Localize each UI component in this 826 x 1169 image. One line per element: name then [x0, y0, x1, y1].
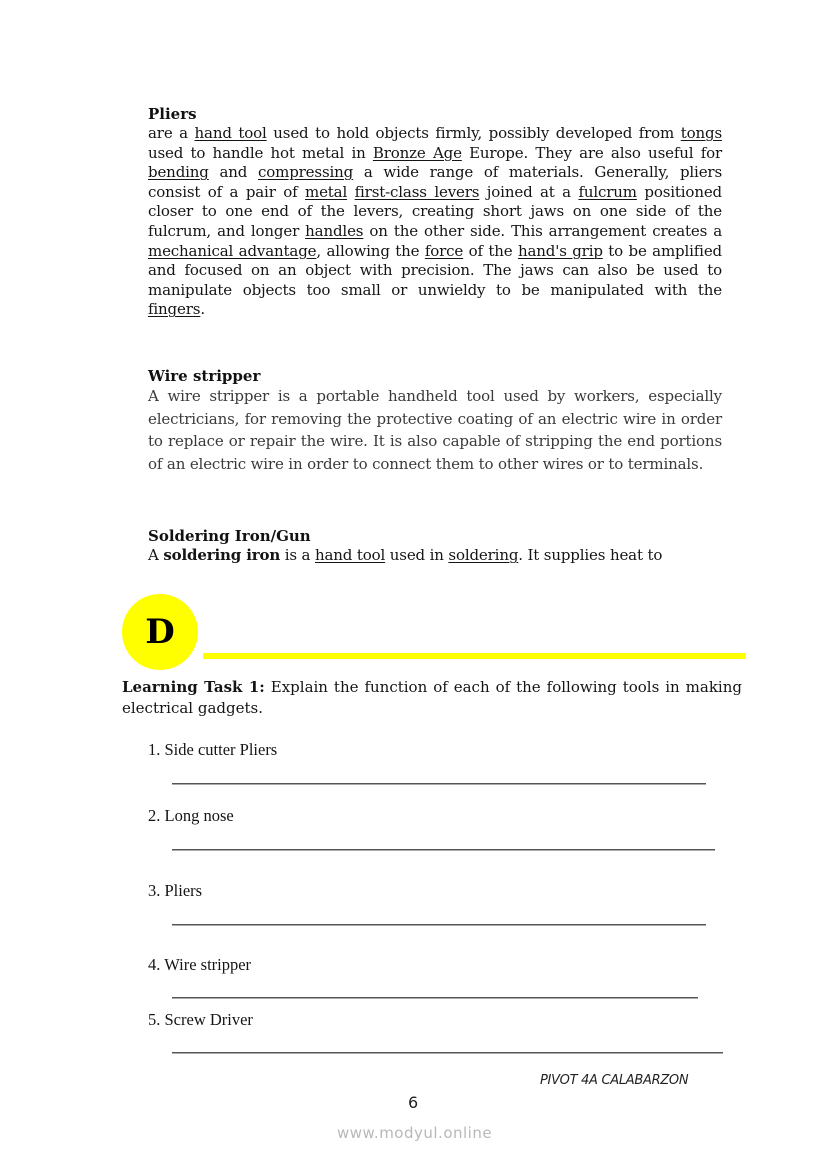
task-item-2: 2. Long nose [148, 806, 234, 825]
underlined-term[interactable]: handles [305, 221, 364, 240]
text-run: used in [385, 546, 449, 564]
underlined-term[interactable]: Bronze Age [372, 143, 462, 162]
wire-stripper-heading: Wire stripper [148, 367, 261, 385]
learning-task-label: Learning Task 1: [122, 678, 265, 696]
text-run: on the other side. This arrangement creates a [363, 221, 722, 240]
answer-line-5[interactable] [172, 1052, 723, 1054]
text-run: and [208, 163, 258, 182]
part-d-divider [203, 653, 746, 659]
text-run [347, 183, 355, 201]
text-run: . It supplies heat to [518, 546, 663, 564]
underlined-term[interactable]: mechanical advantage [148, 241, 317, 260]
footer-brand: PIVOT 4A CALABARZON [540, 1073, 689, 1088]
underlined-term[interactable]: metal [305, 182, 348, 201]
bold-term: soldering iron [163, 546, 281, 564]
wire-stripper-description: A wire stripper is a portable handheld tool used by workers, especially electricians, for removing the protective coating of an electric wire in order to replace or repair the wire. It is also capable of stripping the end portions of an electric wire in order to connect them to other wires or to terminals. [148, 387, 722, 473]
text-run: , allowing the [316, 241, 425, 260]
underlined-term[interactable]: fingers [148, 300, 201, 319]
soldering-heading: Soldering Iron/Gun [148, 527, 311, 545]
underlined-term[interactable]: hand tool [314, 546, 386, 564]
text-run: positioned closer to one end of the levers, creating short jaws on one side of the fulcrum, and longer [148, 182, 723, 240]
page-number: 6 [408, 1093, 419, 1112]
underlined-term[interactable]: first-class levers [354, 182, 480, 201]
underlined-term[interactable]: force [424, 241, 464, 260]
answer-line-1[interactable] [172, 783, 706, 785]
text-run: of the [463, 241, 518, 260]
underlined-term[interactable]: tongs [680, 124, 722, 142]
answer-line-4[interactable] [172, 997, 698, 999]
learning-task-text: Explain the function of each of the following tools in making electrical gadgets. [122, 678, 742, 717]
answer-line-3[interactable] [172, 924, 706, 926]
task-item-4: 4. Wire stripper [148, 955, 252, 974]
text-run: joined at a [479, 182, 579, 201]
text-run: are a [148, 124, 195, 142]
learning-task-instruction [122, 677, 742, 719]
text-run: used to hold objects firmly, possibly developed from [266, 124, 681, 142]
underlined-term[interactable]: compressing [258, 163, 354, 182]
answer-line-2[interactable] [172, 849, 715, 851]
text-run: used to handle hot metal in [148, 143, 373, 162]
underlined-term[interactable]: bending [148, 163, 209, 182]
text-run: to be amplified and focused on an object with precision. The jaws can also be used to manipulate objects too small or unwieldy to be manipulated with the [148, 241, 722, 299]
underlined-term[interactable]: hand tool [194, 124, 267, 142]
pliers-description [148, 124, 722, 320]
underlined-term[interactable]: soldering [448, 546, 519, 564]
soldering-description [148, 546, 748, 566]
text-run: is a [280, 546, 315, 564]
task-item-1: 1. Side cutter Pliers [148, 740, 278, 759]
text-run: a wide range of materials. Generally, pliers consist of a pair of [148, 163, 722, 201]
task-item-3: 3. Pliers [148, 881, 203, 900]
task-item-5: 5. Screw Driver [148, 1010, 253, 1029]
watermark: www.modyul.online [337, 1124, 493, 1142]
text-run: A [148, 546, 164, 564]
text-run: . [200, 300, 205, 319]
pliers-heading: Pliers [148, 105, 197, 123]
text-run: Europe. They are also useful for [461, 143, 722, 162]
underlined-term[interactable]: hand's grip [517, 241, 603, 260]
underlined-term[interactable]: fulcrum [578, 182, 637, 201]
part-d-letter: D [145, 612, 175, 652]
